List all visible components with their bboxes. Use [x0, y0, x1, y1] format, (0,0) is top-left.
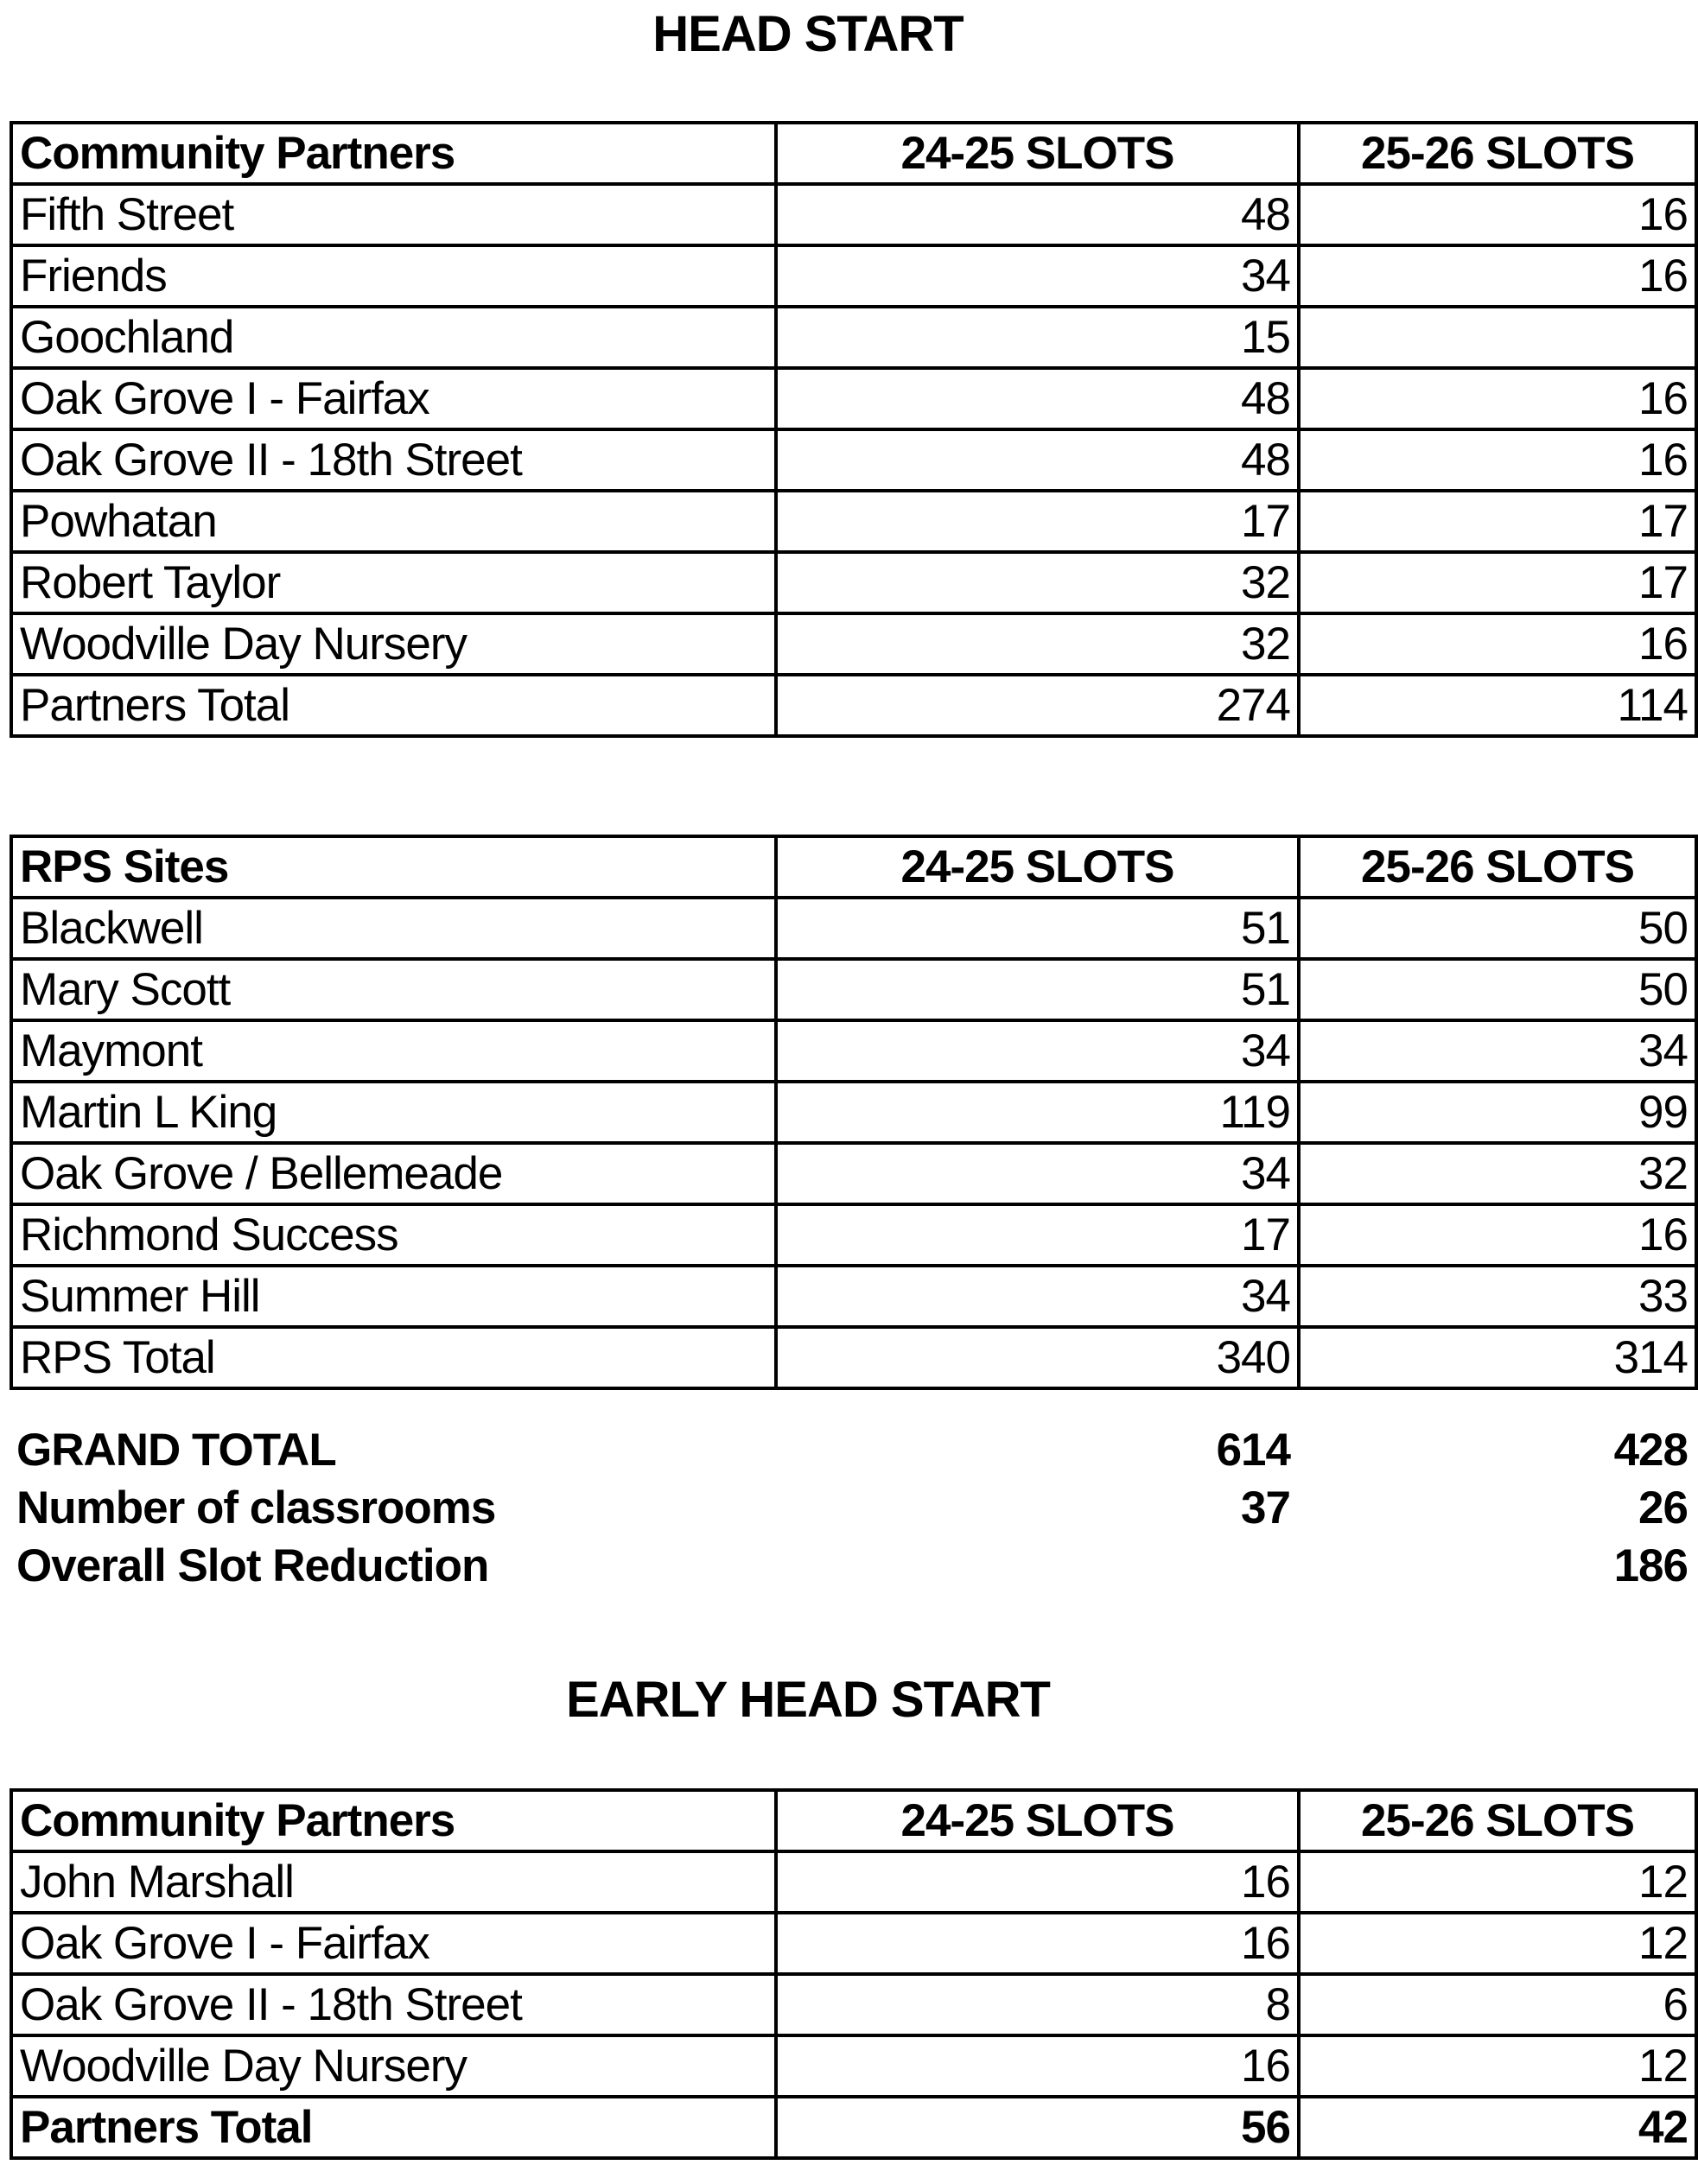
- slots-25-26: 17: [1299, 552, 1696, 613]
- summary-25-26: 26: [1638, 1482, 1688, 1533]
- classrooms-row: [10, 1479, 1695, 1537]
- table-header-row: [11, 123, 1696, 184]
- slots-25-26: [1299, 307, 1696, 368]
- slots-24-25: 48: [776, 429, 1299, 491]
- table-header-row: [11, 1790, 1696, 1851]
- total-24-25: 274: [776, 675, 1299, 736]
- total-25-26: 114: [1299, 675, 1696, 736]
- header-25-26-slots: 25-26 SLOTS: [1299, 836, 1696, 898]
- total-25-26: 42: [1299, 2097, 1696, 2158]
- site-name: Maymont: [11, 1020, 776, 1082]
- header-rps-sites: RPS Sites: [11, 836, 776, 898]
- partners-total-row: [11, 2097, 1696, 2158]
- table-row: [11, 1913, 1696, 1974]
- slots-25-26: 99: [1299, 1082, 1696, 1143]
- table-row: [11, 1851, 1696, 1913]
- header-25-26-slots: 25-26 SLOTS: [1299, 123, 1696, 184]
- slots-24-25: 32: [776, 552, 1299, 613]
- slots-24-25: 48: [776, 184, 1299, 245]
- summary-label: GRAND TOTAL: [16, 1425, 336, 1476]
- slots-25-26: 16: [1299, 613, 1696, 675]
- slots-24-25: 48: [776, 368, 1299, 429]
- table-row: [11, 1020, 1696, 1082]
- site-name: Fifth Street: [11, 184, 776, 245]
- slots-24-25: 15: [776, 307, 1299, 368]
- slots-25-26: 16: [1299, 429, 1696, 491]
- slots-25-26: 12: [1299, 2035, 1696, 2097]
- table-row: [11, 1974, 1696, 2035]
- slots-25-26: 6: [1299, 1974, 1696, 2035]
- table-row: [11, 307, 1696, 368]
- table-row: [11, 552, 1696, 613]
- table-row: [11, 245, 1696, 307]
- slots-25-26: 17: [1299, 491, 1696, 552]
- table-row: [11, 368, 1696, 429]
- site-name: Oak Grove / Bellemeade: [11, 1143, 776, 1204]
- early-head-start-title: EARLY HEAD START: [566, 1672, 1050, 1728]
- site-name: Richmond Success: [11, 1204, 776, 1266]
- slots-25-26: 50: [1299, 898, 1696, 959]
- table-row: [11, 491, 1696, 552]
- header-25-26-slots: 25-26 SLOTS: [1299, 1790, 1696, 1851]
- slots-25-26: 16: [1299, 368, 1696, 429]
- early-head-start-partners-table: [10, 1788, 1698, 2160]
- head-start-title: HEAD START: [652, 6, 963, 62]
- partners-total-row: [11, 675, 1696, 736]
- slots-24-25: 34: [776, 1266, 1299, 1327]
- slots-24-25: 16: [776, 2035, 1299, 2097]
- total-24-25: 340: [776, 1327, 1299, 1388]
- header-community-partners: Community Partners: [11, 1790, 776, 1851]
- site-name: Martin L King: [11, 1082, 776, 1143]
- table-row: [11, 1266, 1696, 1327]
- summary-24-25: 37: [1241, 1482, 1290, 1533]
- site-name: Woodville Day Nursery: [11, 613, 776, 675]
- slots-24-25: 51: [776, 898, 1299, 959]
- site-name: Robert Taylor: [11, 552, 776, 613]
- slots-25-26: 50: [1299, 959, 1696, 1020]
- site-name: Oak Grove I - Fairfax: [11, 1913, 776, 1974]
- summary-24-25: 614: [1216, 1425, 1290, 1476]
- summary-label: Overall Slot Reduction: [16, 1540, 489, 1591]
- site-name: Oak Grove II - 18th Street: [11, 1974, 776, 2035]
- head-start-rps-table: [10, 835, 1698, 1390]
- site-name: Goochland: [11, 307, 776, 368]
- table-row: [11, 2035, 1696, 2097]
- table-row: [11, 613, 1696, 675]
- slots-24-25: 17: [776, 491, 1299, 552]
- summary-25-26: 186: [1613, 1540, 1688, 1591]
- slots-25-26: 33: [1299, 1266, 1696, 1327]
- slots-25-26: 16: [1299, 184, 1696, 245]
- table-row: [11, 1204, 1696, 1266]
- site-name: Friends: [11, 245, 776, 307]
- site-name: Oak Grove I - Fairfax: [11, 368, 776, 429]
- head-start-summary: [10, 1421, 1695, 1595]
- site-name: John Marshall: [11, 1851, 776, 1913]
- slots-24-25: 34: [776, 1143, 1299, 1204]
- header-24-25-slots: 24-25 SLOTS: [776, 836, 1299, 898]
- slots-25-26: 12: [1299, 1913, 1696, 1974]
- total-25-26: 314: [1299, 1327, 1696, 1388]
- total-label: Partners Total: [11, 2097, 776, 2158]
- slots-24-25: 16: [776, 1851, 1299, 1913]
- summary-24-25: [774, 1537, 1297, 1595]
- head-start-partners-table: [10, 121, 1698, 738]
- table-header-row: [11, 836, 1696, 898]
- slot-reduction-row: [10, 1537, 1695, 1595]
- site-name: Blackwell: [11, 898, 776, 959]
- summary-25-26: 428: [1613, 1425, 1688, 1476]
- slots-24-25: 16: [776, 1913, 1299, 1974]
- table-row: [11, 959, 1696, 1020]
- summary-label: Number of classrooms: [16, 1482, 496, 1533]
- slots-24-25: 32: [776, 613, 1299, 675]
- site-name: Oak Grove II - 18th Street: [11, 429, 776, 491]
- slots-24-25: 34: [776, 1020, 1299, 1082]
- slots-24-25: 119: [776, 1082, 1299, 1143]
- slots-24-25: 8: [776, 1974, 1299, 2035]
- table-row: [11, 184, 1696, 245]
- rps-total-row: [11, 1327, 1696, 1388]
- slots-24-25: 34: [776, 245, 1299, 307]
- site-name: Summer Hill: [11, 1266, 776, 1327]
- slots-25-26: 34: [1299, 1020, 1696, 1082]
- table-row: [11, 898, 1696, 959]
- slots-25-26: 32: [1299, 1143, 1696, 1204]
- table-row: [11, 429, 1696, 491]
- table-row: [11, 1143, 1696, 1204]
- slots-24-25: 51: [776, 959, 1299, 1020]
- site-name: Woodville Day Nursery: [11, 2035, 776, 2097]
- site-name: Mary Scott: [11, 959, 776, 1020]
- site-name: Powhatan: [11, 491, 776, 552]
- table-row: [11, 1082, 1696, 1143]
- header-24-25-slots: 24-25 SLOTS: [776, 1790, 1299, 1851]
- slots-24-25: 17: [776, 1204, 1299, 1266]
- total-24-25: 56: [776, 2097, 1299, 2158]
- slots-25-26: 16: [1299, 1204, 1696, 1266]
- header-community-partners: Community Partners: [11, 123, 776, 184]
- total-label: Partners Total: [11, 675, 776, 736]
- slots-25-26: 16: [1299, 245, 1696, 307]
- header-24-25-slots: 24-25 SLOTS: [776, 123, 1299, 184]
- slots-25-26: 12: [1299, 1851, 1696, 1913]
- grand-total-row: [10, 1421, 1695, 1479]
- total-label: RPS Total: [11, 1327, 776, 1388]
